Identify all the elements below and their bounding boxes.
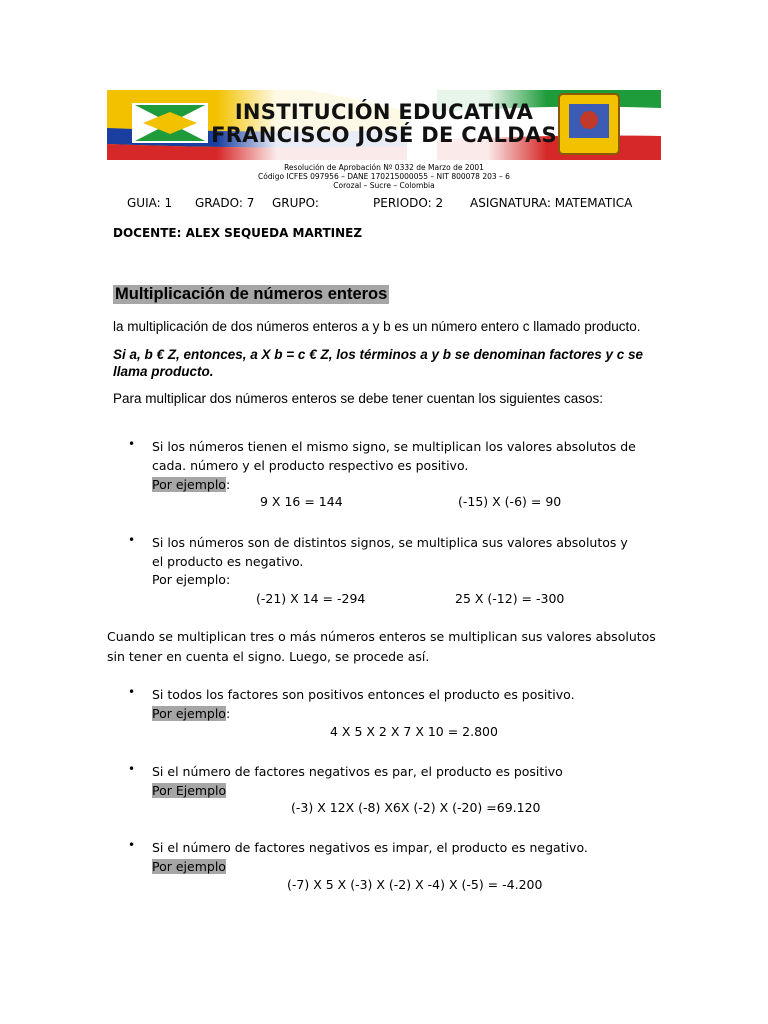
case3-equation: 4 X 5 X 2 X 7 X 10 = 2.800 xyxy=(330,724,498,739)
institution-banner xyxy=(107,90,661,160)
case2-example-label: Por ejemplo: xyxy=(152,572,231,587)
case4-equation: (-3) X 12X (-8) X6X (-2) X (-20) =69.120 xyxy=(291,800,541,815)
case3-text: Si todos los factores son positivos entonces el producto es positivo. xyxy=(152,687,575,702)
case5-example-label: Por ejemplo xyxy=(152,859,226,874)
cases-intro-paragraph: Para multiplicar dos números enteros se debe tener cuentan los siguientes casos: xyxy=(113,391,604,406)
location-text: Corozal – Sucre – Colombia xyxy=(333,181,435,190)
guia-label: GUIA: 1 xyxy=(127,196,173,210)
case2-text: Si los números son de distintos signos, se multiplica sus valores absolutos y el producto es negativo. xyxy=(152,535,628,569)
institution-name-line1: INSTITUCIÓN EDUCATIVA xyxy=(234,100,534,124)
grupo-label: GRUPO: xyxy=(272,196,319,210)
bullet-icon: • xyxy=(128,762,136,776)
case3-example-label: Por ejemplo: xyxy=(152,706,231,721)
resolution-text: Resolución de Aprobación Nº 0332 de Marzo de 2001 xyxy=(284,163,484,172)
asignatura-label: ASIGNATURA: MATEMATICA xyxy=(470,196,633,210)
grado-label: GRADO: 7 xyxy=(195,196,255,210)
definition-paragraph: Si a, b € Z, entonces, a X b = c € Z, los términos a y b se denominan factores y c se llama producto. xyxy=(113,347,644,379)
institution-name-line2: FRANCISCO JOSÉ DE CALDAS xyxy=(211,123,557,147)
case4-example-label: Por Ejemplo xyxy=(152,783,227,798)
periodo-label: PERIODO: 2 xyxy=(373,196,444,210)
case1-equation-2: (-15) X (-6) = 90 xyxy=(458,494,562,509)
case5-text: Si el número de factores negativos es impar, el producto es negativo. xyxy=(152,840,588,855)
case4-text: Si el número de factores negativos es par, el producto es positivo xyxy=(152,764,563,779)
case1-text: Si los números tienen el mismo signo, se multiplican los valores absolutos de cada. número y el producto respectivo es positivo. xyxy=(152,439,636,473)
three-or-more-paragraph: Cuando se multiplican tres o más números enteros se multiplican sus valores absolutos sin tener en cuenta el signo. Luego, se procede así. xyxy=(107,629,656,664)
intro-paragraph: la multiplicación de dos números enteros a y b es un número entero c llamado producto. xyxy=(113,319,641,334)
bullet-icon: • xyxy=(128,533,136,547)
codes-text: Código ICFES 097956 – DANE 170215000055 – NIT 800078 203 – 6 xyxy=(258,172,510,181)
case5-equation: (-7) X 5 X (-3) X (-2) X -4) X (-5) = -4.200 xyxy=(287,877,543,892)
bullet-icon: • xyxy=(128,437,136,451)
bullet-icon: • xyxy=(128,838,136,852)
case1-example-label: Por ejemplo: xyxy=(152,477,231,492)
page-title: Multiplicación de números enteros xyxy=(115,285,388,303)
bullet-icon: • xyxy=(128,685,136,699)
docente-label: DOCENTE: ALEX SEQUEDA MARTINEZ xyxy=(113,226,363,240)
case1-equation-1: 9 X 16 = 144 xyxy=(260,494,343,509)
case2-equation-1: (-21) X 14 = -294 xyxy=(256,591,366,606)
case2-equation-2: 25 X (-12) = -300 xyxy=(455,591,565,606)
